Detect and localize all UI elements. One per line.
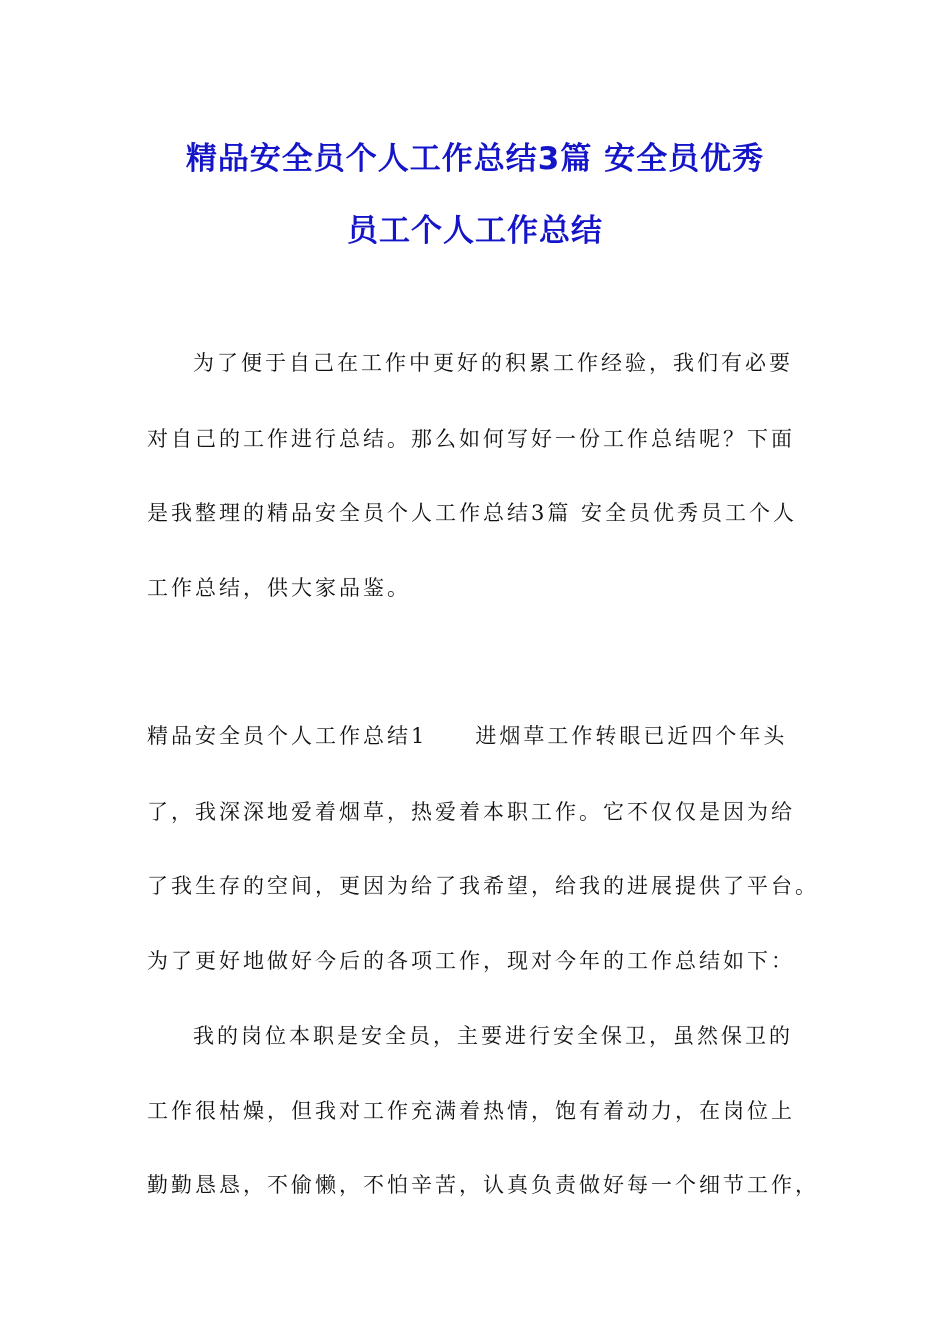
section-1-line: 了，我深深地爱着烟草，热爱着本职工作。它不仅仅是因为给 bbox=[147, 800, 795, 824]
section-1-line: 了我生存的空间，更因为给了我希望，给我的进展提供了平台。 bbox=[147, 874, 819, 898]
intro-line: 是我整理的精品安全员个人工作总结3篇 安全员优秀员工个人 bbox=[147, 501, 798, 525]
document-title-line-1: 精品安全员个人工作总结3篇 安全员优秀 bbox=[185, 141, 765, 177]
paragraph-2-line: 我的岗位本职是安全员，主要进行安全保卫，虽然保卫的 bbox=[193, 1024, 793, 1048]
intro-line: 工作总结，供大家品鉴。 bbox=[147, 576, 411, 600]
intro-line: 为了便于自己在工作中更好的积累工作经验，我们有必要 bbox=[193, 351, 793, 375]
document-title-line-2: 员工个人工作总结 bbox=[347, 213, 603, 249]
section-1-line: 为了更好地做好今后的各项工作，现对今年的工作总结如下： bbox=[147, 949, 795, 973]
paragraph-2-line: 勤勤恳恳，不偷懒，不怕辛苦，认真负责做好每一个细节工作， bbox=[147, 1173, 819, 1197]
paragraph-2-line: 工作很枯燥，但我对工作充满着热情，饱有着动力，在岗位上 bbox=[147, 1099, 795, 1123]
intro-line: 对自己的工作进行总结。那么如何写好一份工作总结呢？下面 bbox=[147, 427, 795, 451]
section-1-line: 精品安全员个人工作总结1 进烟草工作转眼已近四个年头 bbox=[147, 724, 788, 748]
